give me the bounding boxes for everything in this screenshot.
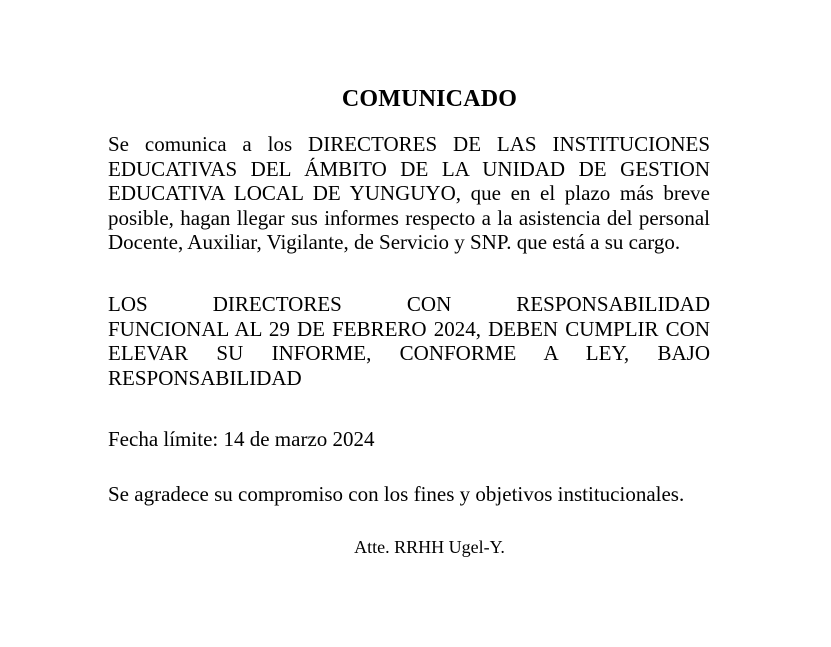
paragraph-responsibility: [108, 292, 710, 390]
paragraph-announcement: Se comunica a los DIRECTORES DE LAS INSTITUCIONES EDUCATIVAS DEL ÁMBITO DE LA UNIDAD DE GESTION EDUCATIVA LOCAL DE YUNGUYO, que en el plazo más breve posible, hagan llegar sus informes respecto a la asistencia del personal Docente, Auxiliar, Vigilante, de Servicio y SNP. que está a su cargo.: [108, 132, 710, 254]
responsibility-rest: FUNCIONAL AL 29 DE FEBRERO 2024, DEBEN CUMPLIR CON ELEVAR SU INFORME, CONFORME A LEY, BAJO RESPONSABILIDAD: [108, 316, 710, 390]
document-title: COMUNICADO: [341, 86, 518, 112]
signature: Atte. RRHH Ugel-Y.: [354, 537, 505, 557]
closing-text: Se agradece su compromiso con los fines y objetivos institucionales.: [108, 482, 685, 506]
responsibility-line-1: LOS DIRECTORES CON RESPONSABILIDAD: [108, 292, 710, 316]
deadline-text: Fecha límite: 14 de marzo 2024: [108, 427, 375, 451]
